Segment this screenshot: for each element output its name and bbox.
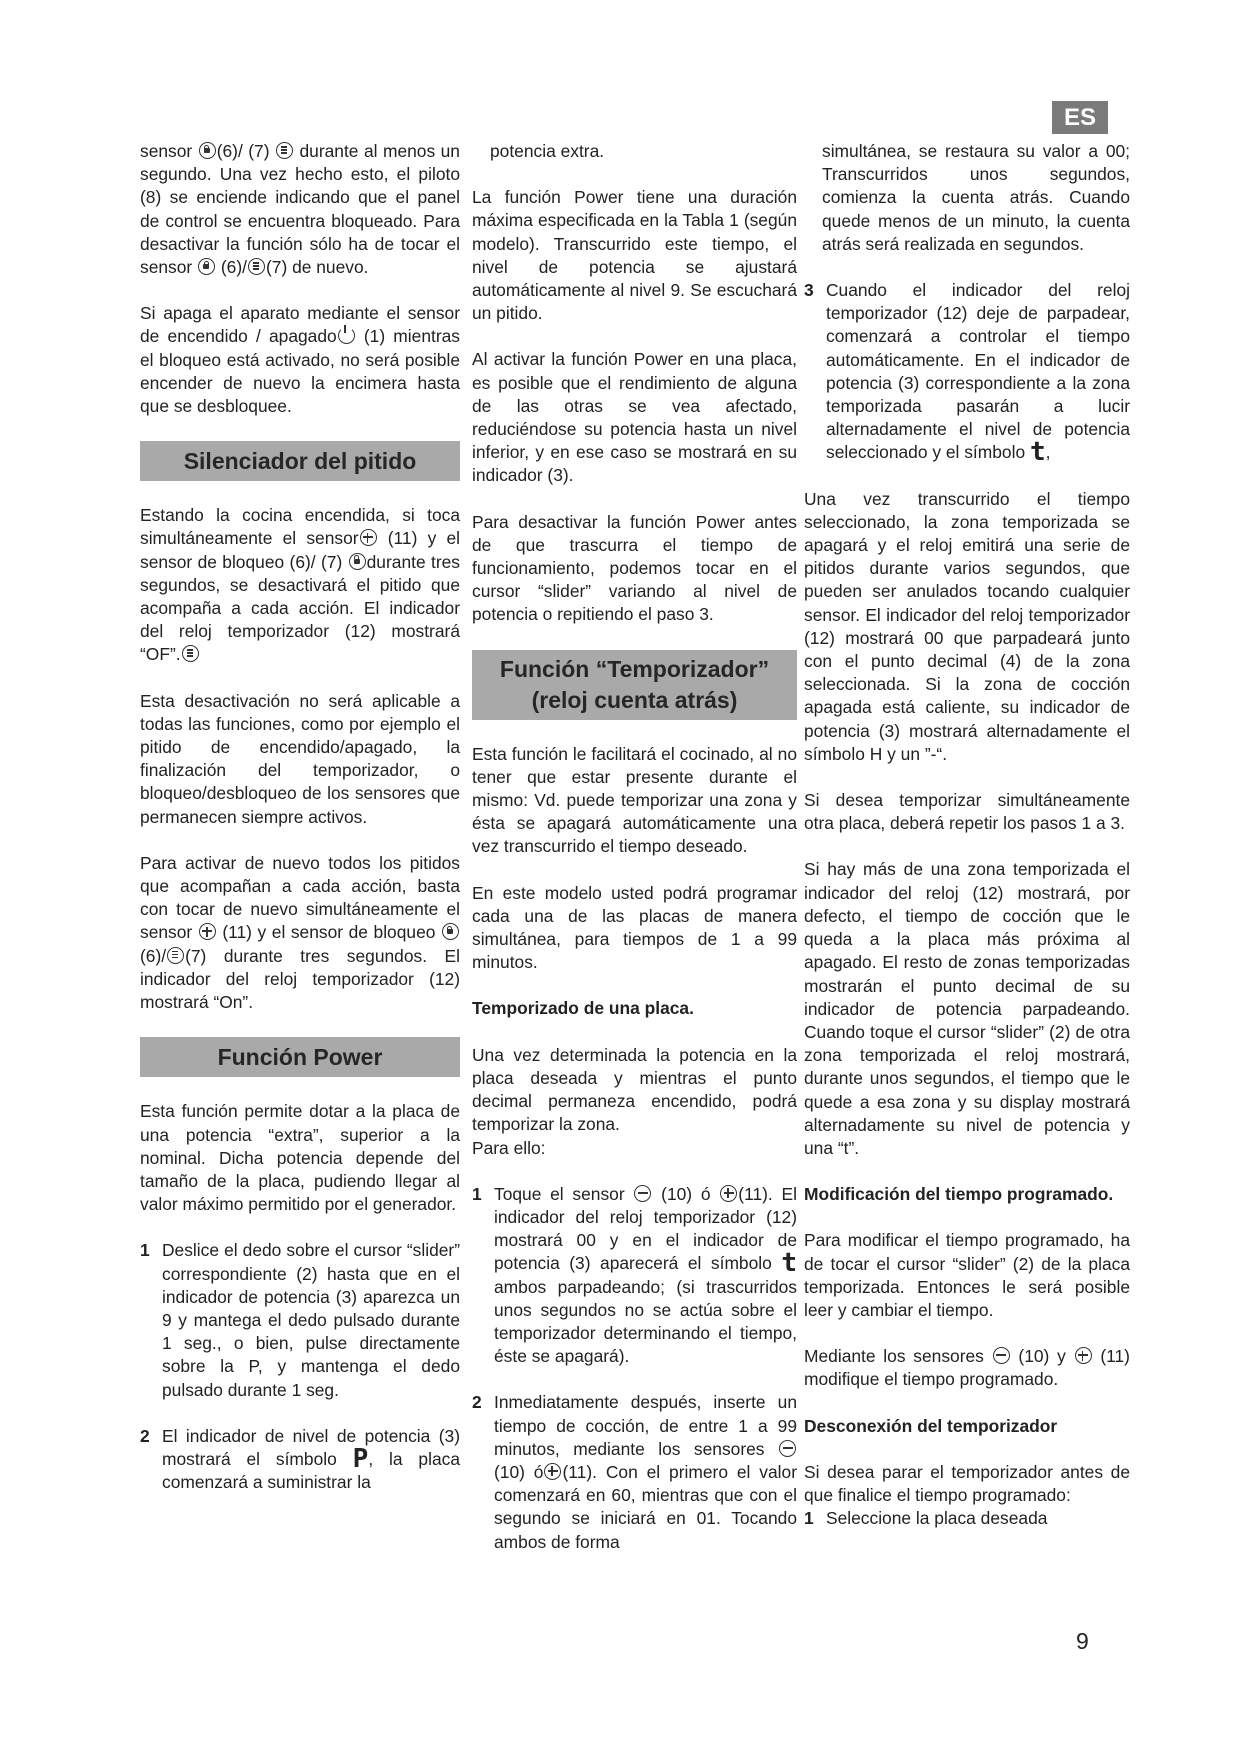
page-number: 9 xyxy=(1076,1628,1089,1654)
step-number: 2 xyxy=(472,1392,482,1413)
subheading: Desconexión del temporizador xyxy=(804,1415,1058,1436)
text: ambos parpadeando; (si trascurridos unos segundos no se actúa sobre el temporizador determinando el tiempo, éste se apagará). xyxy=(494,1276,797,1367)
text: (6)/ xyxy=(140,945,167,966)
text: (10) ó xyxy=(494,1461,544,1482)
section-heading xyxy=(472,650,797,720)
text: (6)/ (7) xyxy=(289,551,343,572)
lock-sensor-icon xyxy=(349,553,366,570)
key-sensor-icon xyxy=(182,645,199,662)
paragraph xyxy=(140,852,460,1014)
text: durante al menos un segundo. Una vez hecho esto, el piloto (8) se enciende indicando que el panel de control se encuentra bloqueado. Para desactivar la función sólo ha de tocar el sensor xyxy=(140,141,460,278)
step-item xyxy=(140,1425,460,1495)
t-symbol: t xyxy=(1029,437,1046,468)
column-2 xyxy=(472,140,797,1577)
lock-sensor-icon xyxy=(198,258,215,275)
paragraph xyxy=(804,1345,1130,1391)
step-number: 1 xyxy=(472,1183,482,1204)
step-number: 1 xyxy=(140,1240,150,1261)
plus-icon xyxy=(360,529,377,546)
text: , xyxy=(1045,442,1051,463)
text: Mediante los sensores xyxy=(804,1346,984,1367)
language-badge: ES xyxy=(1052,101,1108,134)
t-symbol: t xyxy=(781,1248,797,1279)
paragraph: Para ello: xyxy=(472,1137,546,1158)
step-number: 2 xyxy=(140,1425,150,1446)
paragraph: potencia extra. xyxy=(490,141,605,161)
paragraph: Si hay más de una zona temporizada el indicador del reloj (12) mostrará, por defecto, el tiempo de cocción que le queda a la placa más próxima al apagado. El resto de zonas temporizadas mostrarán el punto decimal de su indicador de potencia parpadeando. Cuando toque el cursor “slider” (2) de otra zona temporizada el reloj mostrará, durante unos segundos, el tiempo que le quede a esa zona y su display mostrará alternadamente su nivel de potencia y una “t”. xyxy=(804,859,1130,1158)
plus-icon xyxy=(199,923,216,940)
text: Estando la cocina encendida, si toca simultáneamente el sensor xyxy=(140,505,460,549)
paragraph: Si desea temporizar simultáneamente otra placa, deberá repetir los pasos 1 a 3. xyxy=(804,790,1130,834)
text: sensor xyxy=(140,141,193,161)
step-item xyxy=(804,279,1130,468)
column-1 xyxy=(140,140,460,1517)
paragraph: La función Power tiene una duración máxima especificada en la Tabla 1 (según modelo). Transcurrido este tiempo, el nivel de potencia se ajustará automáticamente al nivel 9. Se escuchará un pitido. xyxy=(472,187,797,324)
minus-icon xyxy=(779,1440,796,1457)
text: Inmediatamente después, inserte un tiempo de cocción, de entre 1 a 99 minutos, mediante los sensores xyxy=(494,1392,797,1459)
paragraph: Esta desactivación no será aplicable a todas las funciones, como por ejemplo el pitido de encendido/apagado, la finalización del temporizador, o bloqueo/desbloqueo de los sensores que permanecen siempre activos. xyxy=(140,690,460,827)
key-sensor-icon xyxy=(248,258,265,275)
paragraph: Esta función permite dotar a la placa de una potencia “extra”, superior a la nominal. Dicha potencia depende del tamaño de la placa, pudiendo llegar al valor máximo permitido por el generador. xyxy=(140,1101,460,1215)
paragraph xyxy=(140,302,460,418)
plus-icon xyxy=(720,1185,737,1202)
plus-icon xyxy=(544,1463,561,1480)
text: (6)/ (7) xyxy=(216,141,270,161)
lock-sensor-icon xyxy=(442,923,459,940)
text: (11) y el sensor de bloqueo xyxy=(140,528,460,572)
minus-icon xyxy=(634,1185,651,1202)
text: Toque el sensor xyxy=(494,1183,625,1204)
text: (10) ó xyxy=(661,1183,711,1204)
paragraph xyxy=(140,140,460,279)
heading-line: Función “Temporizador” xyxy=(499,655,770,682)
minus-icon xyxy=(993,1347,1010,1364)
text: durante tres segundos, se desactivará el pitido que acompaña a cada acción. El indicador del reloj temporizador (12) mostrará “OF”. xyxy=(140,551,460,665)
text: (11). Con el primero el valor comenzará en 60, mientras que con el segundo se iniciará en 01. Tocando ambos de forma xyxy=(494,1461,797,1552)
step-number: 1 xyxy=(804,1508,814,1529)
heading-line: (reloj cuenta atrás) xyxy=(531,686,738,713)
section-heading: Silenciador del pitido xyxy=(140,441,460,481)
text: (11) modifique el tiempo programado. xyxy=(804,1346,1130,1390)
text: Si apaga el aparato mediante el sensor de encendido / apagado xyxy=(140,303,460,347)
power-icon xyxy=(338,327,355,344)
paragraph: Al activar la función Power en una placa, es posible que el rendimiento de alguna de las otras se vea afectado, reduciéndose su potencia hasta un nivel inferior, y en ese caso se mostrará en su indicador (3). xyxy=(472,349,797,486)
paragraph: Una vez determinada la potencia en la placa deseada y mientras el punto decimal permaneza encendido, podrá temporizar la zona. xyxy=(472,1044,797,1135)
text: (1) mientras el bloqueo está activado, no será posible encender de nuevo la encimera hasta que se desbloquee. xyxy=(140,326,460,417)
text: (10) y xyxy=(1018,1346,1066,1367)
paragraph: Una vez transcurrido el tiempo seleccionado, la zona temporizada se apagará y el reloj emitirá una serie de pitidos durante varios segundos, que pueden ser anulados tocando cualquier sensor. El indicador del reloj temporizador (12) mostrará 00 que parpadeará junto con el punto decimal (4) de la zona seleccionada. Si la zona de cocción apagada está caliente, su indicador de potencia (3) mostrará alternadamente el símbolo H y un ”-“. xyxy=(804,488,1130,764)
section-heading: Función Power xyxy=(140,1037,460,1077)
text: (7) durante tres segundos. El indicador del reloj temporizador (12) mostrará “On”. xyxy=(140,945,460,1013)
lock-sensor-icon xyxy=(199,142,216,159)
step-text: Seleccione la placa deseada xyxy=(826,1508,1048,1529)
paragraph: Si desea parar el temporizador antes de que finalice el tiempo programado: xyxy=(804,1461,1130,1505)
text: (11). El indicador del reloj temporizador (12) mostrará 00 y en el indicador de potencia (3) aparecerá el símbolo xyxy=(494,1183,797,1274)
key-sensor-icon xyxy=(167,947,184,964)
key-sensor-icon xyxy=(276,142,293,159)
subheading: Modificación del tiempo programado. xyxy=(804,1184,1114,1205)
text: , la placa comenzará a suministrar la xyxy=(162,1448,460,1493)
paragraph: Para desactivar la función Power antes de que trascurra el tiempo de funcionamiento, podemos tocar en el cursor “slider” variando al nivel de potencia o repitiendo el paso 3. xyxy=(472,511,797,625)
plus-icon xyxy=(1075,1347,1092,1364)
paragraph: Esta función le facilitará el cocinado, al no tener que estar presente durante el mismo: Vd. puede temporizar una zona y ésta se apagará automáticamente una vez transcurrido el tiempo deseado. xyxy=(472,743,797,857)
column-3 xyxy=(804,140,1130,1530)
paragraph: Para modificar el tiempo programado, ha de tocar el cursor “slider” (2) de la placa temporizada. Entonces le será posible leer y cambiar el tiempo. xyxy=(804,1230,1130,1320)
paragraph xyxy=(140,504,460,666)
text: Para activar de nuevo todos los pitidos que acompañan a cada acción, basta con tocar de nuevo simultáneamente el sensor xyxy=(140,852,460,943)
step-item xyxy=(472,1391,797,1553)
text: Cuando el indicador del reloj temporizador (12) deje de parpadear, comenzará a controlar el tiempo automáticamente. En el indicador de potencia (3) correspondiente a la zona temporizada pasarán a lucir alternadamente el nivel de potencia seleccionado y el símbolo xyxy=(826,280,1130,463)
paragraph: simultánea, se restaura su valor a 00; Transcurridos unos segundos, comienza la cuenta atrás. Cuando quede menos de un minuto, la cuenta atrás será realizada en segundos. xyxy=(822,141,1130,254)
paragraph: En este modelo usted podrá programar cada una de las placas de manera simultánea, para tiempos de 1 a 99 minutos. xyxy=(472,882,797,973)
step-item xyxy=(140,1239,460,1401)
text: (6)/ xyxy=(220,257,247,278)
p-symbol: P xyxy=(352,1443,369,1474)
step-number: 3 xyxy=(804,280,814,301)
text: (11) y el sensor de bloqueo xyxy=(222,922,436,943)
text: (7) de nuevo. xyxy=(265,257,369,278)
step-item xyxy=(804,1507,1130,1530)
text: El indicador de nivel de potencia (3) mostrará el símbolo xyxy=(162,1425,460,1469)
step-text: Deslice el dedo sobre el cursor “slider” correspondiente (2) hasta que en el indicador de potencia (3) aparezca un 9 y mantega el dedo pulsado durante 1 seg., o bien, pulse directamente sobre la P, y mantenga el dedo pulsado durante 1 seg. xyxy=(162,1240,460,1400)
subheading: Temporizado de una placa. xyxy=(472,998,694,1019)
step-item xyxy=(472,1183,797,1369)
